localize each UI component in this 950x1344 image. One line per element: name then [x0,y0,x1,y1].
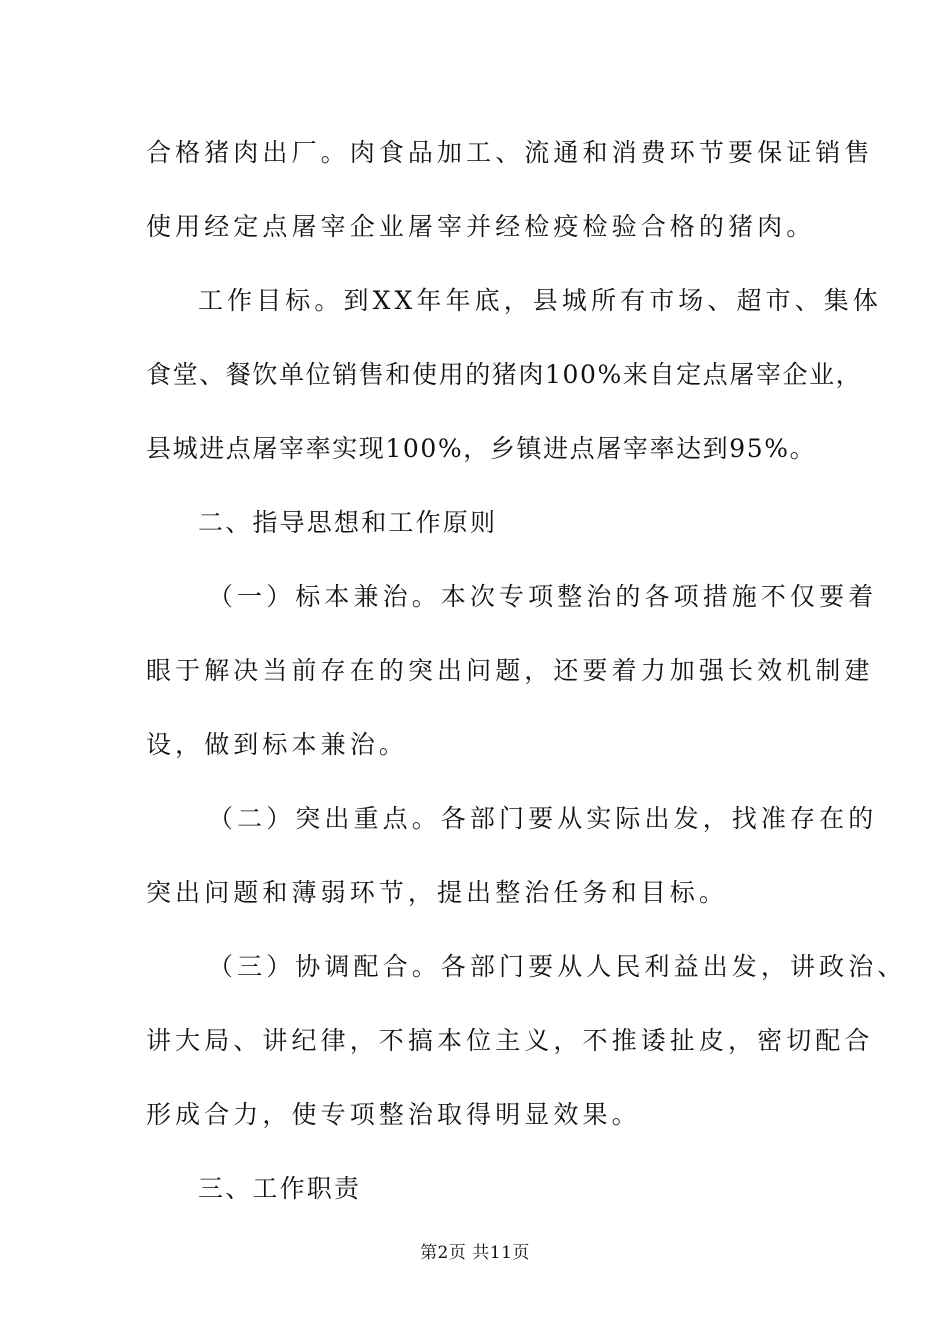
paragraph-line: 形成合力，使专项整治取得明显效果。 [146,1100,641,1129]
paragraph-line: 合格猪肉出厂。肉食品加工、流通和消费环节要保证销售 [146,138,874,167]
paragraph-line: 工作目标。到XX年年底，县城所有市场、超市、集体 [198,286,882,315]
section-heading: 二、指导思想和工作原则 [198,508,498,537]
paragraph-line: 突出问题和薄弱环节，提出整治任务和目标。 [146,878,729,907]
paragraph-line: 县城进点屠宰率实现100%，乡镇进点屠宰率达到95%。 [146,434,817,463]
paragraph-line: 设，做到标本兼治。 [146,730,408,759]
page-number-footer: 第2页 共11页 [420,1243,530,1263]
paragraph-line: （三）协调配合。各部门要从人民利益出发，讲政治、 [208,952,907,981]
paragraph-line: 使用经定点屠宰企业屠宰并经检疫检验合格的猪肉。 [146,212,816,241]
paragraph-line: 食堂、餐饮单位销售和使用的猪肉100%来自定点屠宰企业， [146,360,863,389]
section-heading: 三、工作职责 [198,1174,362,1203]
paragraph-line: （一）标本兼治。本次专项整治的各项措施不仅要着 [208,582,878,611]
paragraph-line: 眼于解决当前存在的突出问题，还要着力加强长效机制建 [146,656,874,685]
paragraph-line: 讲大局、讲纪律，不搞本位主义，不推诿扯皮，密切配合 [146,1026,874,1055]
paragraph-line: （二）突出重点。各部门要从实际出发，找准存在的 [208,804,878,833]
